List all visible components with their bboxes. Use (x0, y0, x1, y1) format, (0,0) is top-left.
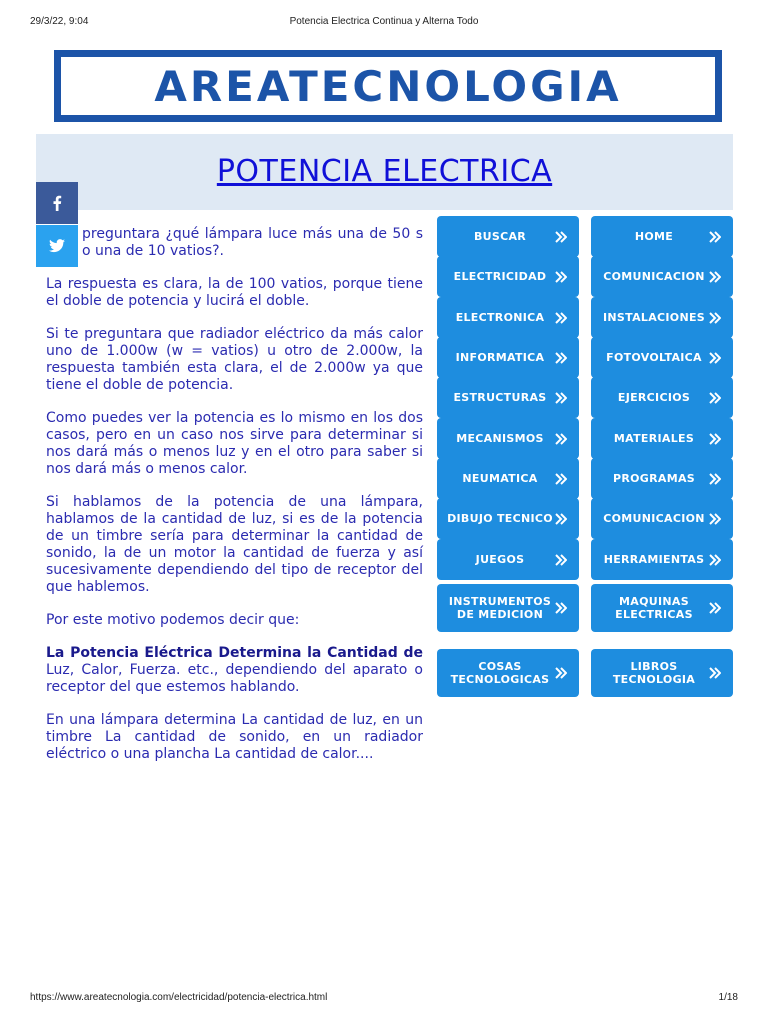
double-chevron-right-icon (555, 230, 567, 244)
nav-button-maquinas-electricas[interactable] (591, 584, 733, 632)
nav-button-programas[interactable] (591, 458, 733, 499)
article-paragraph-7 (46, 645, 423, 696)
article-paragraph-5: Si hablamos de la potencia de una lámpara, hablamos de la cantidad de luz, si es de la potencia de un timbre sería para determinar la cantidad de sonido, la de un motor la cantidad de fuerza y así sucesivamente dependiendo del tipo de receptor del que hablemos. (46, 494, 423, 595)
double-chevron-right-icon (555, 270, 567, 284)
nav-button-home[interactable] (591, 216, 733, 257)
nav-button-electronica[interactable] (437, 297, 579, 338)
nav-button-label: ELECTRICIDAD (453, 270, 547, 283)
nav-button-label: COMUNICACION (603, 270, 705, 283)
nav-button-label: PROGRAMAS (613, 472, 695, 485)
site-logo-inner (61, 57, 715, 115)
nav-button-comunicacion-2[interactable] (591, 498, 733, 539)
double-chevron-right-icon (555, 311, 567, 325)
nav-button-label: EJERCICIOS (617, 391, 691, 404)
nav-button-label: COMUNICACION (603, 512, 705, 525)
article-paragraph-1: preguntara ¿qué lámpara luce más una de 50 s o una de 10 vatios?. (82, 226, 423, 259)
nav-button-dibujo-tecnico[interactable] (437, 498, 579, 539)
site-logo-text: AREATECNOLOGIA (154, 61, 622, 111)
double-chevron-right-icon (555, 512, 567, 526)
nav-button-label: MATERIALES (613, 432, 695, 445)
print-page-title: Potencia Electrica Continua y Alterna Todo (289, 16, 479, 27)
nav-button-fotovoltaica[interactable] (591, 337, 733, 378)
nav-button-ejercicios[interactable] (591, 377, 733, 418)
nav-button-libros-tecnologia[interactable] (591, 649, 733, 697)
article-paragraph-8: En una lámpara determina La cantidad de luz, en un timbre La cantidad de sonido, en un radiador eléctrico o una plancha La cantidad de calor.... (46, 712, 423, 762)
article-paragraph-6: Por este motivo podemos decir que: (46, 612, 300, 628)
facebook-icon (52, 195, 62, 211)
facebook-share-button[interactable] (36, 182, 78, 224)
article-paragraph-4: Como puedes ver la potencia es lo mismo en los dos casos, pero en un caso nos sirve para determinar si nos dará más o menos luz y en el otro para saber si nos dará más o menos calor. (46, 410, 423, 477)
nav-button-estructuras[interactable] (437, 377, 579, 418)
double-chevron-right-icon (555, 472, 567, 486)
nav-button-mecanismos[interactable] (437, 418, 579, 459)
nav-button-cosas-tecnologicas[interactable] (437, 649, 579, 697)
nav-button-label: HOME (634, 230, 674, 243)
nav-button-label: MAQUINAS ELECTRICAS (615, 595, 693, 621)
double-chevron-right-icon (555, 351, 567, 365)
nav-button-comunicacion[interactable] (591, 256, 733, 297)
nav-button-label: INFORMATICA (455, 351, 545, 364)
print-url: https://www.areatecnologia.com/electricidad/potencia-electrica.html (30, 992, 328, 1003)
nav-button-label: BUSCAR (473, 230, 527, 243)
nav-button-label: COSAS TECNOLOGICAS (450, 660, 550, 686)
nav-button-label: FOTOVOLTAICA (606, 351, 702, 364)
double-chevron-right-icon (709, 512, 721, 526)
double-chevron-right-icon (555, 432, 567, 446)
double-chevron-right-icon (709, 311, 721, 325)
nav-button-label: HERRAMIENTAS (603, 553, 705, 566)
site-logo[interactable] (54, 50, 722, 122)
nav-button-label: ELECTRONICA (455, 311, 545, 324)
article-paragraph-3: Si te preguntara que radiador eléctrico da más calor uno de 1.000w (w = vatios) u otro de 2.000w, la respuesta también esta clara, el de 2.000w ya que tiene el doble de potencia. (46, 326, 423, 393)
double-chevron-right-icon (709, 391, 721, 405)
page-number: 1/18 (718, 992, 738, 1003)
nav-button-informatica[interactable] (437, 337, 579, 378)
double-chevron-right-icon (555, 553, 567, 567)
print-header (30, 16, 738, 32)
nav-button-label: ESTRUCTURAS (453, 391, 547, 404)
article-paragraph-2: La respuesta es clara, la de 100 vatios, porque tiene el doble de potencia y lucirá el doble. (46, 276, 423, 309)
page-title[interactable]: POTENCIA ELECTRICA (216, 154, 553, 189)
article-emphasis: La Potencia Eléctrica Determina la Cantidad de (46, 645, 423, 661)
double-chevron-right-icon (709, 230, 721, 244)
double-chevron-right-icon (555, 666, 567, 680)
double-chevron-right-icon (709, 472, 721, 486)
print-footer (30, 992, 738, 1008)
double-chevron-right-icon (709, 666, 721, 680)
double-chevron-right-icon (709, 601, 721, 615)
article-body (46, 226, 423, 779)
double-chevron-right-icon (709, 432, 721, 446)
nav-button-materiales[interactable] (591, 418, 733, 459)
double-chevron-right-icon (709, 270, 721, 284)
title-banner (36, 134, 733, 210)
nav-button-label: LIBROS TECNOLOGIA (612, 660, 696, 686)
nav-button-herramientas[interactable] (591, 539, 733, 580)
double-chevron-right-icon (555, 601, 567, 615)
nav-button-juegos[interactable] (437, 539, 579, 580)
nav-button-neumatica[interactable] (437, 458, 579, 499)
nav-button-label: DIBUJO TECNICO (447, 512, 553, 525)
nav-button-instrumentos-de-medicion[interactable] (437, 584, 579, 632)
double-chevron-right-icon (555, 391, 567, 405)
nav-button-label: NEUMATICA (462, 472, 538, 485)
double-chevron-right-icon (709, 351, 721, 365)
nav-button-electricidad[interactable] (437, 256, 579, 297)
article-paragraph-7-rest: Luz, Calor, Fuerza. etc., dependiendo del aparato o receptor del que estemos hablando. (46, 662, 423, 695)
double-chevron-right-icon (709, 553, 721, 567)
nav-button-instalaciones[interactable] (591, 297, 733, 338)
nav-button-label: INSTRUMENTOS DE MEDICION (448, 595, 552, 621)
nav-button-label: MECANISMOS (456, 432, 544, 445)
nav-button-buscar[interactable] (437, 216, 579, 257)
print-date: 29/3/22, 9:04 (30, 16, 89, 27)
nav-button-label: INSTALACIONES (603, 311, 705, 324)
nav-button-label: JUEGOS (475, 553, 525, 566)
